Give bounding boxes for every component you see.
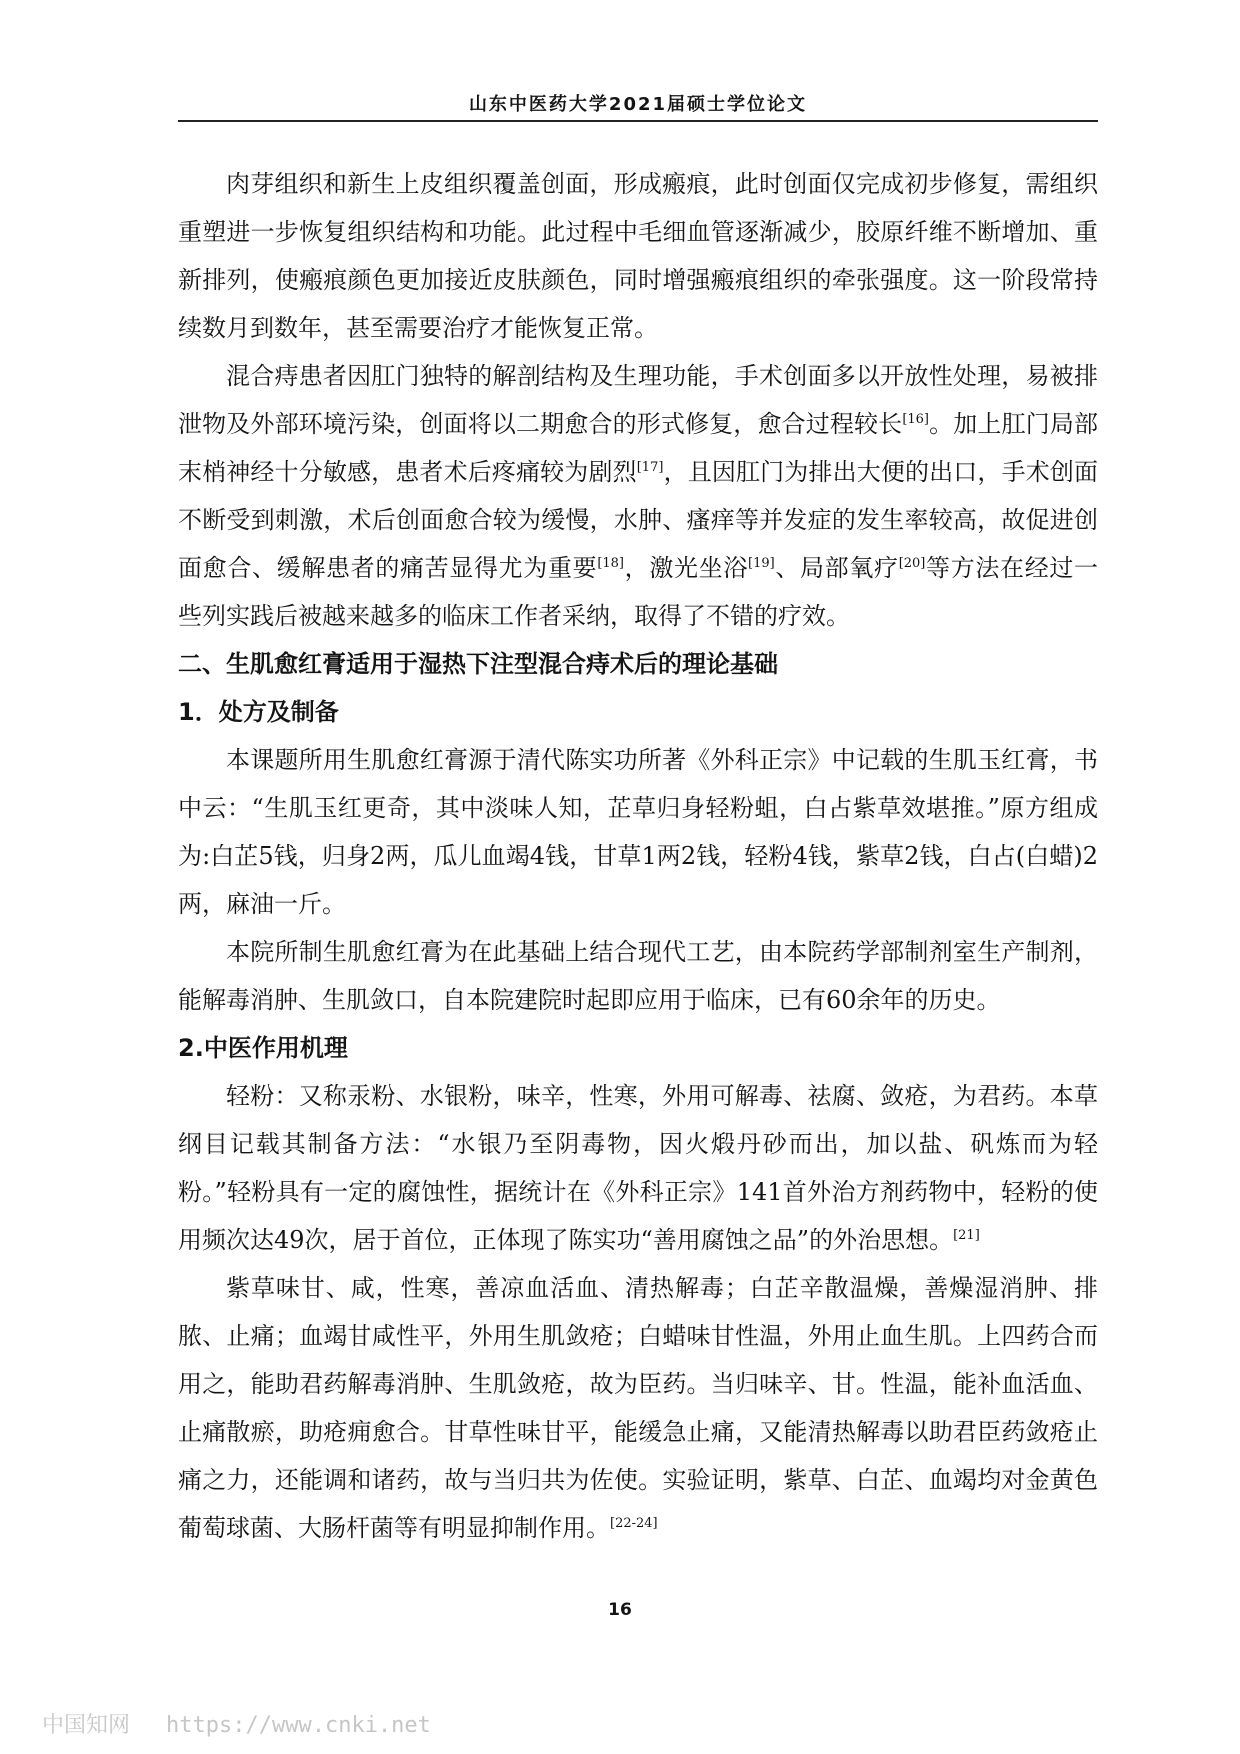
paragraph-prescription-origin: 本课题所用生肌愈红膏源于清代陈实功所著《外科正宗》中记载的生肌玉红膏，书中云：“生肌玉红更奇，其中淡味人知，芷草归身轻粉蛆，白占紫草效堪推。”原方组成为:白芷5钱，归身2两，瓜儿血竭4钱，甘草1两2钱，轻粉4钱，紫草2钱，白占(白蜡)2两，麻油一斤。 — [178, 746, 1098, 918]
paragraph-mixed-hemorrhoid-wound — [178, 352, 1098, 640]
text-run: ，且因肛门为排出大便的出口，手术创面不断受到刺激，术后创面愈合较为缓慢，水肿、瘙痒等并发症的发生率较高，故促进创面愈合、缓解患者的痛苦显得尤为重要 — [178, 458, 1099, 582]
paragraph-qingfen — [178, 1072, 1098, 1264]
citation-ref[interactable]: [22-24] — [610, 1516, 658, 1531]
watermark-brand: 中国知网 — [42, 1713, 131, 1738]
header-rule — [178, 120, 1098, 122]
paragraph-scar-remodeling: 肉芽组织和新生上皮组织覆盖创面，形成瘢痕，此时创面仅完成初步修复，需组织重塑进一步恢复组织结构和功能。此过程中毛细血管逐渐减少，胶原纤维不断增加、重新排列，使瘢痕颜色更加接近皮肤颜色，同时增强瘢痕组织的牵张强度。这一阶段常持续数月到数年，甚至需要治疗才能恢复正常。 — [178, 170, 1098, 342]
text-run: 紫草味甘、咸，性寒，善凉血活血、清热解毒；白芷辛散温燥，善燥湿消肿、排脓、止痛；血竭甘咸性平，外用生肌敛疮；白蜡味甘性温，外用止血生肌。上四药合而用之，能助君药解毒消肿、生肌敛疮，故为臣药。当归味辛、甘。性温，能补血活血、止痛散瘀，助疮痈愈合。甘草性味甘平，能缓急止痛，又能清热解毒以助君臣药敛疮止痛之力，还能调和诸药，故与当归共为佐使。实验证明，紫草、白芷、血竭均对金黄色葡萄球菌、大肠杆菌等有明显抑制作用。 — [178, 1274, 1098, 1542]
page-body — [178, 160, 1098, 1552]
subsection-heading-prescription: 1．处方及制备 — [178, 698, 339, 726]
text-run: 。加上肛门局部末梢神经十分敏感，患者术后疼痛较为剧烈 — [178, 410, 1099, 486]
text-run: 、局部氧疗 — [774, 554, 899, 582]
watermark-url[interactable]: https://www.cnki.net — [166, 1713, 431, 1738]
running-header: 山东中医药大学2021届硕士学位论文 — [468, 94, 808, 115]
citation-ref[interactable]: [19] — [748, 556, 775, 571]
text-run: 轻粉：又称汞粉、水银粉，味辛，性寒，外用可解毒、祛腐、敛疮，为君药。本草纲目记载其制备方法：“水银乃至阴毒物，因火煅丹砂而出，加以盐、矾炼而为轻粉。”轻粉具有一定的腐蚀性，据统计在《外科正宗》141首外治方剂药物中，轻粉的使用频次达49次，居于首位，正体现了陈实功“善用腐蚀之品”的外治思想。 — [178, 1082, 1098, 1254]
paragraph-hospital-preparation: 本院所制生肌愈红膏为在此基础上结合现代工艺，由本院药学部制剂室生产制剂，能解毒消肿、生肌敛口，自本院建院时起即应用于临床，已有60余年的历史。 — [178, 938, 1098, 1014]
text-run: 混合痔患者因肛门独特的解剖结构及生理功能，手术创面多以开放性处理，易被排泄物及外部环境污染，创面将以二期愈合的形式修复，愈合过程较长 — [178, 362, 1098, 438]
text-run: 等方法在经过一些列实践后被越来越多的临床工作者采纳，取得了不错的疗效。 — [178, 554, 1099, 630]
citation-ref[interactable]: [20] — [898, 556, 926, 571]
text-run: ，激光坐浴 — [624, 554, 748, 582]
citation-ref[interactable]: [18] — [597, 556, 624, 571]
citation-ref[interactable]: [17] — [636, 460, 664, 475]
citation-ref[interactable]: [16] — [902, 412, 929, 427]
page-number: 16 — [608, 1600, 632, 1620]
section-heading: 二、生肌愈红膏适用于湿热下注型混合痔术后的理论基础 — [178, 650, 778, 678]
citation-ref[interactable]: [21] — [953, 1228, 980, 1243]
paragraph-herbs-synergy — [178, 1264, 1098, 1552]
cnki-watermark — [42, 1708, 431, 1739]
subsection-heading-mechanism: 2.中医作用机理 — [178, 1034, 348, 1062]
